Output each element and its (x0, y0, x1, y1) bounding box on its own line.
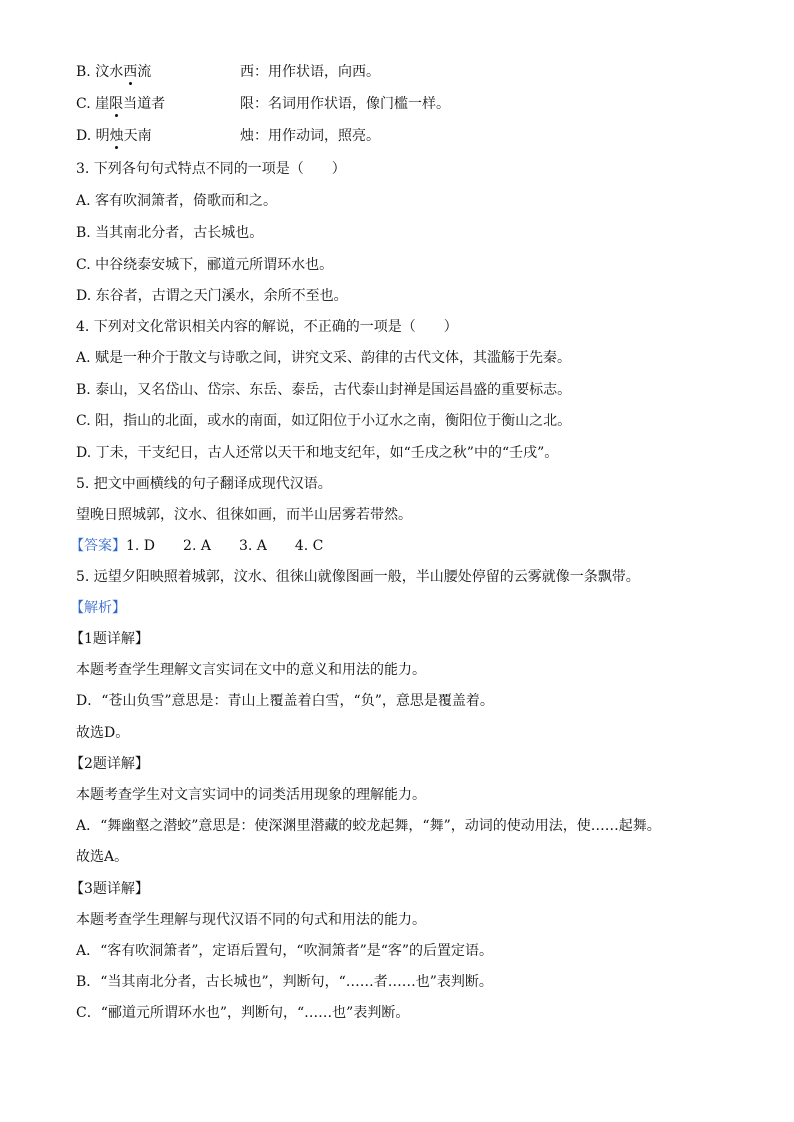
emphasis-dot-char: 西 (123, 64, 138, 80)
q2-option-d: D. 明烛天南 烛：用作动词，照亮。 (76, 128, 380, 144)
emphasis-dot-char: 烛 (109, 128, 124, 144)
analysis-line: A．“舞幽壑之潜蛟”意思是：使深渊里潜藏的蛟龙起舞，“舞”，动词的使动用法，使……起舞。 (76, 818, 661, 834)
analysis-line: B．“当其南北分者，古长城也”，判断句，“……者……也”表判断。 (76, 974, 493, 990)
q3-option-a: A. 客有吹洞箫者，倚歌而和之。 (76, 193, 278, 209)
section-heading: 【3题详解】 (70, 881, 149, 897)
q2-option-b: B. 汶水西流 西：用作状语，向西。 (76, 64, 380, 80)
q2-option-c: C. 崖限当道者 限：名词用作状语，像门槛一样。 (76, 96, 450, 112)
analysis-line: A．“客有吹洞箫者”，定语后置句，“吹洞箫者”是“客”的后置定语。 (76, 943, 494, 959)
analysis-line: D．“苍山负雪”意思是：青山上覆盖着白雪，“负”，意思是覆盖着。 (76, 693, 494, 709)
answer-translation: 5. 远望夕阳映照着城郭，汶水、徂徕山就像图画一般，半山腰处停留的云雾就像一条飘带。 (76, 569, 640, 585)
analysis-label: 【解析】 (70, 600, 126, 616)
answer-label: 【答案】 (70, 538, 126, 554)
answer-items: 1. D 2. A 3. A 4. C (126, 538, 324, 554)
section-heading: 【1题详解】 (70, 631, 149, 647)
q3-option-c: C. 中谷绕泰安城下，郦道元所谓环水也。 (76, 257, 334, 273)
q4-option-b: B. 泰山，又名岱山、岱宗、东岳、泰岳，古代泰山封禅是国运昌盛的重要标志。 (76, 382, 572, 398)
analysis-line: 故选A。 (76, 849, 129, 865)
q4-option-a: A. 赋是一种介于散文与诗歌之间，讲究文采、韵律的古代文体，其滥觞于先秦。 (76, 350, 572, 366)
q3-option-b: B. 当其南北分者，古长城也。 (76, 225, 264, 241)
q5-sentence: 望晚日照城郭，汶水、徂徕如画，而半山居雾若带然。 (76, 507, 412, 523)
q4-option-d: D. 丁未，干支纪日，古人还常以天干和地支纪年，如“壬戌之秋”中的“壬戌”。 (76, 445, 559, 461)
q2-option-d-explain: 烛：用作动词，照亮。 (240, 128, 380, 144)
q3-option-d: D. 东谷者，古谓之天门溪水，余所不至也。 (76, 288, 348, 304)
q3-stem: 3. 下列各句句式特点不同的一项是（ ） (76, 161, 346, 177)
analysis-line: 本题考查学生对文言实词中的词类活用现象的理解能力。 (76, 787, 426, 803)
q4-stem: 4. 下列对文化常识相关内容的解说，不正确的一项是（ ） (76, 319, 458, 335)
analysis-line: 本题考查学生理解与现代汉语不同的句式和用法的能力。 (76, 912, 426, 928)
answer-line (70, 536, 764, 556)
analysis-line: 本题考查学生理解文言实词在文中的意义和用法的能力。 (76, 662, 426, 678)
q5-stem: 5. 把文中画横线的句子翻译成现代汉语。 (76, 476, 332, 492)
q2-option-b-explain: 西：用作状语，向西。 (240, 64, 380, 80)
section-heading: 【2题详解】 (70, 756, 149, 772)
q2-option-c-explain: 限：名词用作状语，像门槛一样。 (240, 96, 450, 112)
emphasis-dot-char: 限 (109, 96, 124, 112)
q4-option-c: C. 阳，指山的北面，或水的南面，如辽阳位于小辽水之南，衡阳位于衡山之北。 (76, 413, 572, 429)
analysis-line: C．“郦道元所谓环水也”，判断句，“……也”表判断。 (76, 1005, 410, 1021)
analysis-line: 故选D。 (76, 725, 130, 741)
